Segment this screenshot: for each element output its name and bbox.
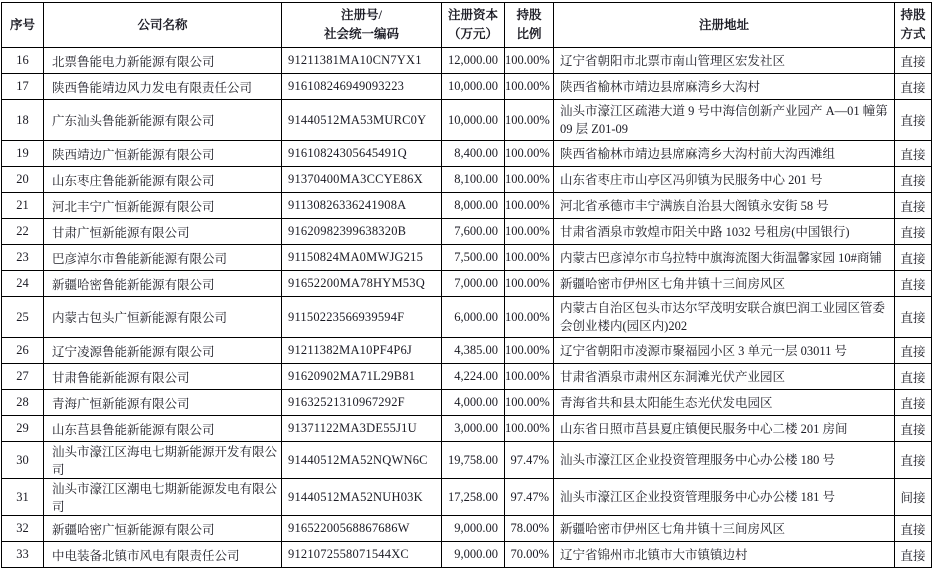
table-row [2, 297, 932, 338]
header-cell-address [554, 3, 895, 48]
cell-method: 直接 [895, 219, 932, 245]
header-line: 比例 [516, 27, 542, 41]
cell-company: 青海广恒新能源有限公司 [44, 390, 282, 416]
cell-ratio: 70.00% [505, 542, 554, 568]
header-cell-regno [282, 3, 442, 48]
cell-ratio: 100.00% [505, 48, 554, 74]
cell-company: 陕西鲁能靖边风力发电有限责任公司 [44, 74, 282, 100]
header-cell-ratio [505, 3, 554, 48]
cell-index: 31 [2, 479, 44, 516]
cell-regno: 91130826336241908A [282, 193, 442, 219]
cell-capital: 8,400.00 [442, 141, 505, 167]
cell-regno: 91440512MA53MURC0Y [282, 100, 442, 141]
cell-method: 直接 [895, 390, 932, 416]
cell-method: 直接 [895, 442, 932, 479]
table-header [2, 3, 932, 48]
cell-company: 山东枣庄鲁能新能源有限公司 [44, 167, 282, 193]
cell-index: 25 [2, 297, 44, 338]
cell-address: 辽宁省锦州市北镇市大市镇镇边村 [554, 542, 895, 568]
table-row [2, 193, 932, 219]
cell-address: 新疆哈密市伊州区七角井镇十三间房风区 [554, 271, 895, 297]
header-line: 序号 [9, 17, 35, 32]
cell-capital: 8,000.00 [442, 193, 505, 219]
cell-method: 直接 [895, 167, 932, 193]
header-cell-capital [442, 3, 505, 48]
cell-index: 23 [2, 245, 44, 271]
cell-ratio: 100.00% [505, 416, 554, 442]
cell-index: 19 [2, 141, 44, 167]
cell-address: 辽宁省朝阳市凌源市聚福园小区 3 单元一层 03011 号 [554, 338, 895, 364]
cell-regno: 91371122MA3DE55J1U [282, 416, 442, 442]
company-registry-table [1, 2, 932, 568]
cell-method: 直接 [895, 245, 932, 271]
cell-index: 16 [2, 48, 44, 74]
cell-method: 直接 [895, 297, 932, 338]
cell-regno: 91150824MA0MWJG215 [282, 245, 442, 271]
cell-index: 33 [2, 542, 44, 568]
cell-capital: 4,224.00 [442, 364, 505, 390]
cell-regno: 91440512MA52NQWN6C [282, 442, 442, 479]
cell-company: 北票鲁能电力新能源有限公司 [44, 48, 282, 74]
cell-ratio: 100.00% [505, 364, 554, 390]
cell-method: 直接 [895, 100, 932, 141]
cell-regno: 91610824305645491Q [282, 141, 442, 167]
cell-address: 山东省枣庄市山亭区冯卯镇为民服务中心 201 号 [554, 167, 895, 193]
cell-regno: 91370400MA3CCYE86X [282, 167, 442, 193]
header-line: 持股 [900, 8, 926, 22]
table-body [2, 48, 932, 568]
table-row [2, 48, 932, 74]
header-line: 方式 [900, 27, 926, 41]
cell-ratio: 100.00% [505, 167, 554, 193]
cell-method: 直接 [895, 338, 932, 364]
cell-regno: 9121072558071544XC [282, 542, 442, 568]
cell-address: 内蒙古巴彦淖尔市乌拉特中旗海流图大街温馨家园 10#商铺 [554, 245, 895, 271]
cell-ratio: 100.00% [505, 245, 554, 271]
cell-regno: 91211381MA10CN7YX1 [282, 48, 442, 74]
cell-company: 山东莒县鲁能新能源有限公司 [44, 416, 282, 442]
cell-index: 22 [2, 219, 44, 245]
cell-ratio: 100.00% [505, 100, 554, 141]
cell-method: 直接 [895, 74, 932, 100]
cell-address: 甘肃省酒泉市肃州区东洞滩光伏产业园区 [554, 364, 895, 390]
cell-index: 24 [2, 271, 44, 297]
header-line: 公司名称 [137, 17, 188, 32]
cell-capital: 8,100.00 [442, 167, 505, 193]
cell-company: 辽宁凌源鲁能新能源有限公司 [44, 338, 282, 364]
header-cell-method [895, 3, 932, 48]
header-line: 社会统一编码 [323, 27, 399, 41]
cell-regno: 91440512MA52NUH03K [282, 479, 442, 516]
cell-capital: 7,500.00 [442, 245, 505, 271]
cell-regno: 91620902MA71L29B81 [282, 364, 442, 390]
cell-method: 直接 [895, 542, 932, 568]
cell-address: 辽宁省朝阳市北票市南山管理区宏发社区 [554, 48, 895, 74]
cell-index: 28 [2, 390, 44, 416]
cell-company: 甘肃鲁能新能源有限公司 [44, 364, 282, 390]
cell-ratio: 78.00% [505, 516, 554, 542]
cell-address: 汕头市濠江区企业投资管理服务中心办公楼 181 号 [554, 479, 895, 516]
cell-regno: 91620982399638320B [282, 219, 442, 245]
table-row [2, 74, 932, 100]
cell-ratio: 97.47% [505, 442, 554, 479]
cell-method: 直接 [895, 271, 932, 297]
table-row [2, 338, 932, 364]
cell-ratio: 100.00% [505, 141, 554, 167]
cell-company: 汕头市濠江区潮电七期新能源发电有限公司 [44, 479, 282, 516]
header-line: 持股 [516, 8, 542, 22]
cell-capital: 17,258.00 [442, 479, 505, 516]
cell-address: 山东省日照市莒县夏庄镇便民服务中心二楼 201 房间 [554, 416, 895, 442]
cell-capital: 10,000.00 [442, 74, 505, 100]
cell-index: 30 [2, 442, 44, 479]
cell-regno: 91632521310967292F [282, 390, 442, 416]
cell-capital: 9,000.00 [442, 542, 505, 568]
cell-company: 陕西靖边广恒新能源有限公司 [44, 141, 282, 167]
header-line: 注册地址 [698, 17, 749, 32]
table-row [2, 516, 932, 542]
header-cell-company [44, 3, 282, 48]
cell-regno: 91652200MA78HYM53Q [282, 271, 442, 297]
header-line: 注册资本 [447, 8, 498, 22]
cell-company: 中电装备北镇市风电有限责任公司 [44, 542, 282, 568]
header-cell-index [2, 3, 44, 48]
cell-index: 21 [2, 193, 44, 219]
cell-company: 新疆哈密鲁能新能源有限公司 [44, 271, 282, 297]
cell-ratio: 100.00% [505, 297, 554, 338]
cell-capital: 19,758.00 [442, 442, 505, 479]
table-row [2, 542, 932, 568]
cell-company: 广东汕头鲁能新能源有限公司 [44, 100, 282, 141]
cell-capital: 9,000.00 [442, 516, 505, 542]
cell-company: 甘肃广恒新能源有限公司 [44, 219, 282, 245]
cell-company: 巴彦淖尔市鲁能新能源有限公司 [44, 245, 282, 271]
cell-company: 汕头市濠江区海电七期新能源开发有限公司 [44, 442, 282, 479]
cell-address: 青海省共和县太阳能生态光伏发电园区 [554, 390, 895, 416]
cell-index: 29 [2, 416, 44, 442]
cell-ratio: 100.00% [505, 193, 554, 219]
table-row [2, 416, 932, 442]
document-page [0, 2, 932, 563]
cell-company: 新疆哈密广恒新能源有限公司 [44, 516, 282, 542]
cell-capital: 4,000.00 [442, 390, 505, 416]
cell-address: 陕西省榆林市靖边县席麻湾乡大沟村 [554, 74, 895, 100]
cell-address: 河北省承德市丰宁满族自治县大阁镇永安街 58 号 [554, 193, 895, 219]
cell-capital: 6,000.00 [442, 297, 505, 338]
cell-index: 20 [2, 167, 44, 193]
cell-regno: 91150223566939594F [282, 297, 442, 338]
cell-ratio: 100.00% [505, 338, 554, 364]
cell-method: 直接 [895, 193, 932, 219]
cell-address: 陕西省榆林市靖边县席麻湾乡大沟村前大沟西滩组 [554, 141, 895, 167]
table-row [2, 271, 932, 297]
cell-capital: 7,000.00 [442, 271, 505, 297]
cell-ratio: 100.00% [505, 74, 554, 100]
table-row [2, 390, 932, 416]
cell-ratio: 97.47% [505, 479, 554, 516]
cell-method: 直接 [895, 416, 932, 442]
cell-method: 间接 [895, 479, 932, 516]
header-line: （万元） [447, 27, 498, 41]
cell-method: 直接 [895, 48, 932, 74]
header-line: 注册号/ [341, 8, 382, 22]
cell-address: 汕头市濠江区疏港大道 9 号中海信创新产业园产 A—01 幢第 09 层 Z01-09 [554, 100, 895, 141]
cell-address: 甘肃省酒泉市敦煌市阳关中路 1032 号租房(中国银行) [554, 219, 895, 245]
cell-regno: 91652200568867686W [282, 516, 442, 542]
cell-address: 汕头市濠江区企业投资管理服务中心办公楼 180 号 [554, 442, 895, 479]
cell-index: 27 [2, 364, 44, 390]
cell-company: 内蒙古包头广恒新能源有限公司 [44, 297, 282, 338]
header-row [2, 3, 932, 48]
table-row [2, 219, 932, 245]
cell-method: 直接 [895, 516, 932, 542]
cell-ratio: 100.00% [505, 271, 554, 297]
cell-method: 直接 [895, 141, 932, 167]
table-row [2, 245, 932, 271]
cell-index: 26 [2, 338, 44, 364]
cell-method: 直接 [895, 364, 932, 390]
cell-capital: 10,000.00 [442, 100, 505, 141]
cell-regno: 916108246949093223 [282, 74, 442, 100]
table-row [2, 442, 932, 479]
cell-capital: 12,000.00 [442, 48, 505, 74]
table-row [2, 100, 932, 141]
cell-capital: 3,000.00 [442, 416, 505, 442]
cell-ratio: 100.00% [505, 219, 554, 245]
cell-capital: 4,385.00 [442, 338, 505, 364]
table-row [2, 364, 932, 390]
table-row [2, 167, 932, 193]
cell-ratio: 100.00% [505, 390, 554, 416]
cell-index: 17 [2, 74, 44, 100]
cell-capital: 7,600.00 [442, 219, 505, 245]
table-row [2, 141, 932, 167]
table-row [2, 479, 932, 516]
cell-index: 32 [2, 516, 44, 542]
cell-index: 18 [2, 100, 44, 141]
cell-address: 新疆哈密市伊州区七角井镇十三间房风区 [554, 516, 895, 542]
cell-address: 内蒙古自治区包头市达尔罕茂明安联合旗巴润工业园区管委会创业楼内(园区内)202 [554, 297, 895, 338]
cell-company: 河北丰宁广恒新能源有限公司 [44, 193, 282, 219]
cell-regno: 91211382MA10PF4P6J [282, 338, 442, 364]
